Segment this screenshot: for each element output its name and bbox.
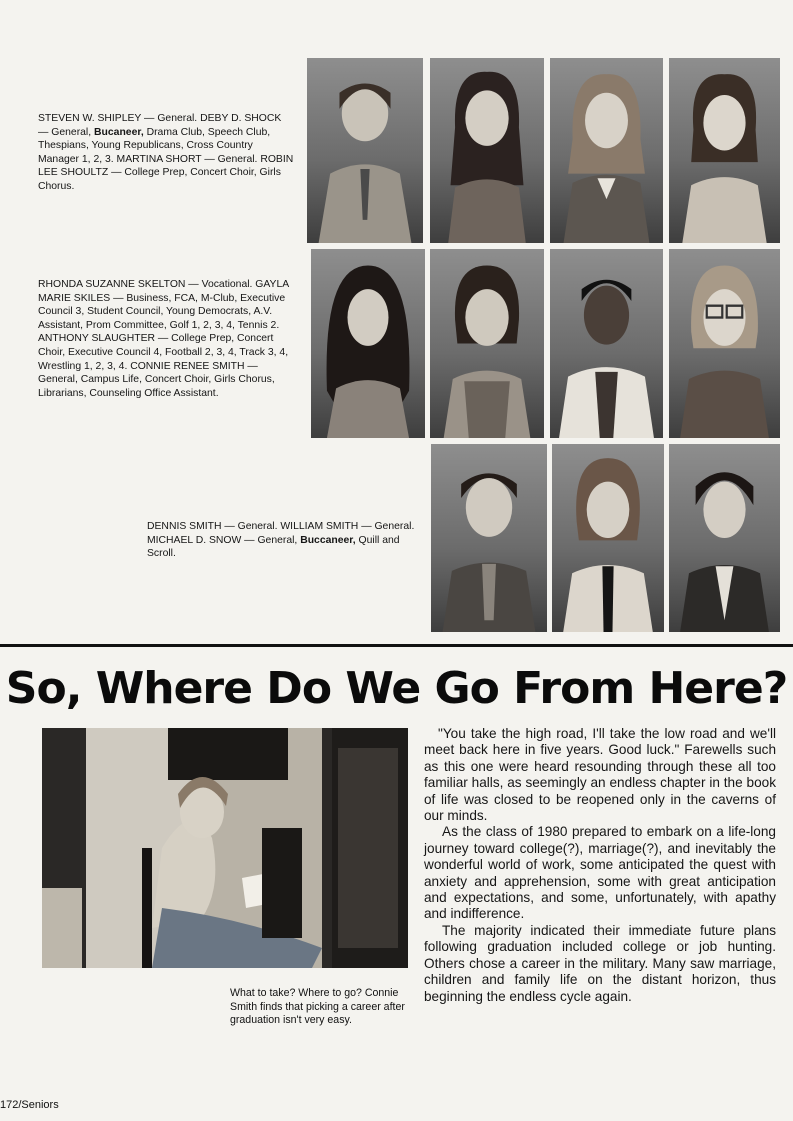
portrait-photo: [430, 249, 544, 438]
row3-caption: [147, 520, 415, 561]
row1-caption: [38, 112, 294, 194]
row1-caption-part1: STEVEN W. SHIPLEY — General. DEBY D. SHOCK — General,: [38, 113, 282, 138]
portrait-photo: [430, 58, 544, 243]
portrait-photo: [552, 444, 664, 632]
portrait-photo: [550, 249, 663, 438]
story-paragraph: "You take the high road, I'll take the low road and we'll meet back here in five years. Good luck." Farewells such as this one were heard resounding through these all too familiar halls, as seemingly an endless chapter in the book of life was closed to be reopened only in the caverns of our minds.: [424, 726, 776, 824]
candid-photo: [42, 728, 408, 968]
row3-caption-part1: DENNIS SMITH — General. WILLIAM SMITH — General. MICHAEL D. SNOW — General,: [147, 521, 415, 546]
row3-caption-buccaneer: Buccaneer,: [300, 534, 356, 546]
page-folio: 172/Seniors: [0, 1099, 59, 1111]
story-paragraph: The majority indicated their immediate future plans following graduation included college or job hunting. Others chose a career in the military. Many saw marriage, children and family life on the distant horizon, thus beginning the endless cycle again.: [424, 922, 776, 1004]
portrait-photo: [669, 249, 780, 438]
row1-caption-part2: Drama Club, Speech Club, Thespians, Young Republicans, Cross Country Manager 1, 2, 3. MARTINA SHORT — General. ROBIN LEE SHOULTZ — College Prep, Concert Choir, Girls Chorus.: [38, 126, 294, 192]
portrait-photo: [550, 58, 663, 243]
portrait-photo: [307, 58, 423, 243]
portrait-photo: [311, 249, 425, 438]
row2-caption: RHONDA SUZANNE SKELTON — Vocational. GAYLA MARIE SKILES — Business, FCA, M-Club, Executive Council 3, Student Council, Young Democrats, A.V. Assistant, Prom Committee, Golf 1, 2, 3, 4, Tennis 2. ANTHONY SLAUGHTER — College Prep, Concert Choir, Executive Council 4, Football 2, 3, 4, Track 3, 4, Wrestling 1, 2, 3, 4. CONNIE RENEE SMITH — General, Campus Life, Concert Choir, Girls Chorus, Librarians, Counseling Office Assistant.: [38, 279, 289, 399]
section-divider: [0, 644, 793, 647]
page-headline: So, Where Do We Go From Here?: [5, 663, 788, 714]
row1-caption-bucaneer: Bucaneer,: [94, 126, 144, 138]
portrait-photo: [669, 58, 780, 243]
row3-caption-part2: Quill and Scroll.: [147, 534, 400, 560]
story-paragraph: As the class of 1980 prepared to embark on a life-long journey toward college(?), marriage(?), and inevitably the wonderful world of work, some anticipated the quest with anxiety and apprehension, some with great anticipation and expectations, and some, unfortunately, with apathy and indifference.: [424, 824, 776, 922]
story-text: [424, 726, 776, 1005]
portrait-photo: [669, 444, 780, 632]
portrait-photo: [431, 444, 547, 632]
photo-caption: What to take? Where to go? Connie Smith finds that picking a career after graduation isn't very easy.: [230, 987, 405, 1027]
